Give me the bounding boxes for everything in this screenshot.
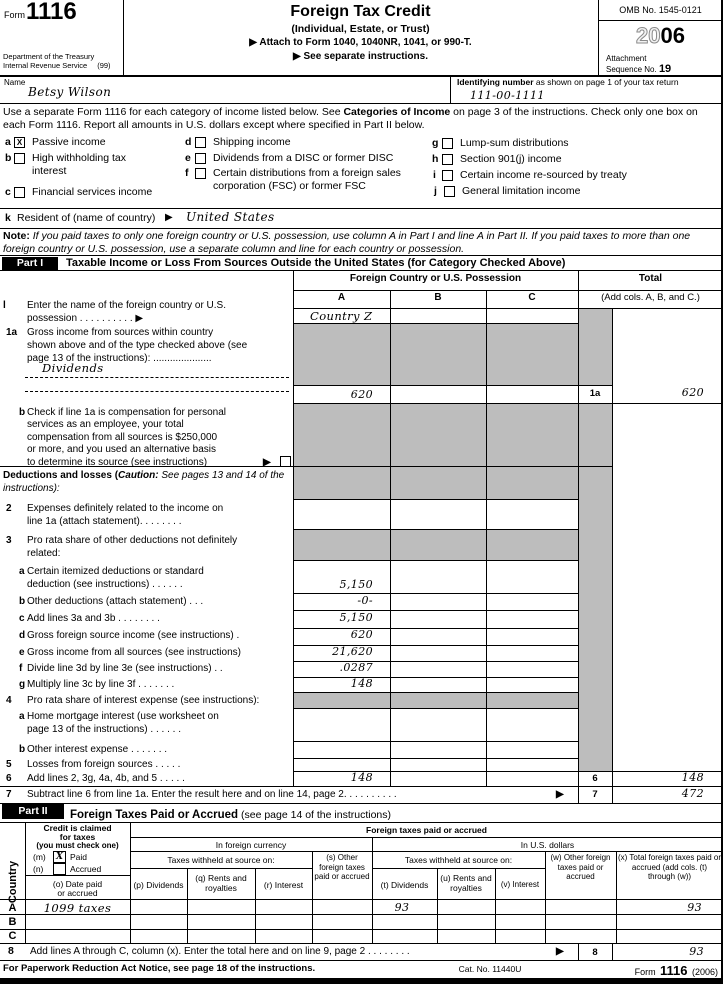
in-foreign-currency-header: In foreign currency bbox=[215, 840, 287, 850]
rule bbox=[293, 560, 578, 561]
line-3c-number: c bbox=[19, 613, 25, 624]
line-b-text-3: compensation from all sources is $250,000 bbox=[27, 432, 218, 443]
checkbox-high-withholding[interactable] bbox=[14, 153, 25, 164]
row-a-total-field[interactable]: 93 bbox=[687, 901, 702, 914]
line-4-text: Pro rata share of interest expense (see instructions): bbox=[27, 695, 260, 706]
rule bbox=[598, 20, 723, 21]
rule bbox=[0, 960, 723, 961]
col-s-header: (s) Other foreign taxes paid or accrued bbox=[314, 853, 370, 881]
line-4b-number: b bbox=[19, 744, 26, 755]
credit-claimed-line-2: for taxes bbox=[59, 832, 96, 842]
line-4a-text-1: Home mortgage interest (use worksheet on bbox=[27, 711, 219, 722]
intro-post: on page 3 of the instructions. Check only one box on each Form 1116. Report all amounts in U.S. dollars except where specified in Part II below. bbox=[3, 106, 698, 131]
dept-code: (99) bbox=[97, 61, 111, 70]
line-8-arrow-icon: ▶ bbox=[556, 946, 564, 957]
line-3d-number: d bbox=[19, 630, 26, 641]
paperwork-notice: For Paperwork Reduction Act Notice, see page 18 of the instructions. bbox=[3, 963, 316, 974]
col-x-header: (x) Total foreign taxes paid or accrued (add cols. (t) through (w)) bbox=[618, 853, 722, 881]
field-1a-total[interactable]: 620 bbox=[681, 386, 704, 399]
line-1a-text-3: page 13 of the instructions): ..................... bbox=[27, 353, 212, 364]
country-a-field[interactable]: Country Z bbox=[310, 309, 373, 323]
category-label-high-withholding: High withholding tax interest bbox=[32, 152, 126, 177]
field-1a-col-a[interactable]: 620 bbox=[350, 388, 373, 401]
line-3e-number: e bbox=[19, 647, 25, 658]
omb-number: OMB No. 1545-0121 bbox=[619, 5, 702, 15]
paid-option-text: Paid bbox=[70, 852, 88, 862]
checkbox-line-b[interactable] bbox=[280, 456, 291, 467]
category-label-fsc-distributions: Certain distributions from a foreign sales corporation (FSC) or former FSC bbox=[213, 167, 401, 192]
col-v-header: (v) Interest bbox=[500, 880, 540, 889]
line-1a-text-2: shown above and of the type checked above (see bbox=[27, 340, 248, 351]
line-4-number: 4 bbox=[6, 695, 12, 706]
rule bbox=[25, 875, 130, 876]
footer-form-number: 1116 bbox=[660, 963, 688, 978]
line-7-box-label: 7 bbox=[592, 789, 598, 800]
rule bbox=[293, 529, 578, 530]
category-letter-d: d bbox=[185, 136, 192, 148]
category-letter-a: a bbox=[5, 136, 11, 148]
name-field[interactable]: Betsy Wilson bbox=[28, 85, 112, 99]
line-8-box-label: 8 bbox=[592, 947, 598, 958]
shaded-cell bbox=[578, 308, 612, 385]
line-l-text-1: Enter the name of the foreign country or U.S. bbox=[27, 300, 226, 311]
field-3a-col-a[interactable]: 5,150 bbox=[339, 578, 373, 591]
note-label: Note: bbox=[3, 230, 30, 242]
checkbox-financial-services[interactable] bbox=[14, 187, 25, 198]
rule bbox=[187, 868, 188, 943]
deductions-label-italic: See pages 13 and 14 of the instructions): bbox=[3, 470, 285, 494]
attachment-label: Attachment bbox=[606, 54, 647, 63]
line-l-number: l bbox=[3, 300, 6, 311]
footer-form-year: (2006) bbox=[691, 967, 718, 977]
category-label-resourced-treaty: Certain income re-sourced by treaty bbox=[460, 169, 627, 181]
col-w-header: (w) Other foreign taxes paid or accrued bbox=[550, 853, 611, 881]
checkbox-paid[interactable]: X bbox=[53, 851, 66, 863]
sequence-number: 19 bbox=[658, 63, 672, 75]
field-3e-col-a[interactable]: 21,620 bbox=[332, 645, 373, 658]
line-3b-text: Other deductions (attach statement) . . . bbox=[27, 596, 204, 607]
deductions-label-caution: Caution: bbox=[118, 470, 159, 481]
footer-form-id bbox=[590, 962, 718, 980]
line-8-number: 8 bbox=[8, 945, 14, 957]
in-us-dollars-header: In U.S. dollars bbox=[520, 840, 575, 850]
line-7-text: Subtract line 6 from line 1a. Enter the result here and on line 14, page 2. . . . . . . . . . bbox=[27, 789, 397, 800]
line-4a-text-2: page 13 of the instructions) . . . . . . bbox=[27, 724, 181, 735]
line-l-text-2: possession . . . . . . . . . . ▶ bbox=[27, 313, 144, 324]
line-1a-number: 1a bbox=[6, 327, 18, 338]
category-letter-h: h bbox=[432, 153, 439, 165]
rule bbox=[612, 308, 613, 803]
line-k-country-field[interactable]: United States bbox=[186, 210, 275, 224]
part2-tab: Part II bbox=[2, 804, 64, 819]
rule bbox=[293, 692, 578, 693]
part1-total-header: Total bbox=[638, 273, 663, 284]
category-letter-b: b bbox=[5, 152, 12, 164]
field-6-total[interactable]: 148 bbox=[681, 771, 704, 784]
field-6-col-a[interactable]: 148 bbox=[350, 771, 373, 784]
rule bbox=[0, 943, 723, 944]
line-7-arrow-icon: ▶ bbox=[556, 789, 564, 800]
line-3g-number: g bbox=[19, 679, 26, 690]
line-3-number: 3 bbox=[6, 535, 12, 546]
line-3e-text: Gross income from all sources (see instructions) bbox=[27, 647, 241, 658]
rule bbox=[0, 103, 723, 104]
line-4b-text: Other interest expense . . . . . . . bbox=[27, 744, 168, 755]
checkbox-accrued[interactable] bbox=[53, 863, 66, 875]
row-a-date-field[interactable]: 1099 taxes bbox=[43, 901, 112, 915]
category-label-section-901j: Section 901(j) income bbox=[460, 153, 562, 165]
accrued-option-label: (n) bbox=[33, 864, 44, 874]
date-paid-header-line-2: or accrued bbox=[57, 888, 98, 898]
withheld-foreign-header: Taxes withheld at source on: bbox=[167, 855, 275, 865]
rule bbox=[437, 868, 438, 943]
line-3c-text: Add lines 3a and 3b . . . . . . . . bbox=[27, 613, 160, 624]
category-letter-f: f bbox=[185, 167, 189, 179]
row-a-us-dividends-field[interactable]: 93 bbox=[394, 901, 410, 914]
field-3b-col-a[interactable]: -0- bbox=[357, 594, 373, 607]
line-1a-income-type-entry[interactable]: Dividends bbox=[42, 361, 104, 375]
line-3f-number: f bbox=[19, 663, 23, 674]
line-b-arrow-icon: ▶ bbox=[263, 457, 271, 468]
date-paid-header-line-1: (o) Date paid bbox=[52, 879, 103, 889]
rule bbox=[130, 851, 723, 852]
line-6-text: Add lines 2, 3g, 4a, 4b, and 5 . . . . . bbox=[27, 773, 185, 784]
tax-year bbox=[598, 23, 723, 49]
attach-instruction: ▶ Attach to Form 1040, 1040NR, 1041, or 990-T. bbox=[249, 37, 472, 48]
name-label: Name bbox=[4, 78, 26, 87]
rule bbox=[0, 899, 723, 900]
line-3-text-1: Pro rata share of other deductions not definitely bbox=[27, 535, 238, 546]
rule bbox=[0, 803, 723, 804]
checkbox-section-901j[interactable] bbox=[442, 154, 453, 165]
rule bbox=[0, 228, 723, 229]
intro-pre: Use a separate Form 1116 for each category of income listed below. See bbox=[3, 106, 344, 118]
category-letter-c: c bbox=[5, 186, 11, 198]
credit-claimed-line-3: (you must check one) bbox=[36, 841, 119, 850]
line-3-text-2: related: bbox=[27, 548, 61, 559]
dept-line-2-text: Internal Revenue Service bbox=[3, 61, 88, 70]
checkbox-shipping-income[interactable] bbox=[195, 137, 206, 148]
line-b-number: b bbox=[19, 407, 26, 418]
line-2-number: 2 bbox=[6, 503, 12, 514]
line-5-number: 5 bbox=[6, 759, 12, 770]
field-3g-col-a[interactable]: 148 bbox=[350, 677, 373, 690]
identifying-number-label-rest: as shown on page 1 of your tax return bbox=[533, 77, 679, 87]
rule bbox=[578, 270, 579, 803]
foreign-taxes-group-header: Foreign taxes paid or accrued bbox=[366, 825, 487, 835]
rule bbox=[390, 290, 391, 786]
shaded-cell bbox=[293, 323, 578, 385]
rule bbox=[130, 868, 312, 869]
field-3c-col-a[interactable]: 5,150 bbox=[339, 611, 373, 624]
col-r-header: (r) Interest bbox=[263, 880, 304, 890]
deductions-label-bold: Deductions and losses ( bbox=[3, 470, 119, 481]
line-b-text-5: to determine its source (see instructions) bbox=[27, 457, 208, 468]
accrued-option-text: Accrued bbox=[70, 864, 102, 874]
line-4a-number: a bbox=[19, 711, 25, 722]
col-t-header: (t) Dividends bbox=[380, 880, 429, 890]
shaded-cell bbox=[293, 692, 578, 708]
part1-country-group-header: Foreign Country or U.S. Possession bbox=[349, 273, 522, 284]
rule bbox=[372, 837, 373, 943]
line-k-label: Resident of (name of country) bbox=[17, 212, 156, 224]
rule bbox=[293, 758, 578, 759]
form-title: Foreign Tax Credit bbox=[290, 3, 431, 20]
field-3f-col-a[interactable]: .0287 bbox=[339, 661, 373, 674]
intro-paragraph bbox=[3, 106, 719, 131]
rule bbox=[293, 499, 578, 500]
rule bbox=[0, 255, 723, 256]
category-label-disc-dividends: Dividends from a DISC or former DISC bbox=[213, 152, 394, 164]
line-b-text-4: or more, and you used an alternative basis bbox=[27, 444, 216, 455]
checkbox-lump-sum[interactable] bbox=[442, 138, 453, 149]
line-k-letter: k bbox=[5, 212, 11, 224]
line-k-arrow-icon: ▶ bbox=[165, 212, 173, 223]
part2-heading-rest: (see page 14 of the instructions) bbox=[238, 809, 391, 821]
deductions-label bbox=[3, 469, 291, 495]
dept-line-2 bbox=[3, 61, 111, 70]
line-3f-text: Divide line 3d by line 3e (see instructions) . . bbox=[27, 663, 223, 674]
tax-year-outline: 20 bbox=[636, 23, 661, 48]
line-2-text-1: Expenses definitely related to the income on bbox=[27, 503, 224, 514]
form-word: Form bbox=[4, 10, 25, 20]
tax-year-solid: 06 bbox=[660, 23, 685, 48]
rule bbox=[0, 929, 723, 930]
line-7-number: 7 bbox=[6, 789, 12, 800]
rule bbox=[372, 868, 545, 869]
category-label-passive-income: Passive income bbox=[32, 136, 106, 148]
catalog-number: Cat. No. 11440U bbox=[458, 964, 522, 974]
shaded-cell bbox=[578, 403, 612, 771]
line-3d-text: Gross foreign source income (see instructions) . bbox=[27, 630, 240, 641]
form-number: 1116 bbox=[26, 0, 77, 25]
line-2-text-2: line 1a (attach statement). . . . . . . . bbox=[27, 516, 182, 527]
col-u-header: (u) Rents and royalties bbox=[440, 873, 492, 893]
sequence-label bbox=[606, 63, 671, 75]
paid-option-label: (m) bbox=[33, 852, 46, 862]
field-8-total[interactable]: 93 bbox=[689, 945, 704, 958]
see-instructions: ▶ See separate instructions. bbox=[293, 51, 428, 62]
part2-heading-bold: Foreign Taxes Paid or Accrued bbox=[70, 809, 239, 821]
line-3a-text-1: Certain itemized deductions or standard bbox=[27, 566, 204, 577]
part1-heading: Taxable Income or Loss From Sources Outside the United States (for Category Checked Above) bbox=[66, 257, 566, 269]
part2-heading bbox=[70, 805, 391, 823]
category-label-general-limitation: General limitation income bbox=[462, 185, 581, 197]
row-c-label: C bbox=[8, 930, 17, 942]
checkbox-resourced-treaty[interactable] bbox=[442, 170, 453, 181]
field-3d-col-a[interactable]: 620 bbox=[350, 628, 373, 641]
line-5-text: Losses from foreign sources . . . . . bbox=[27, 759, 181, 770]
row-b-label: B bbox=[8, 916, 17, 928]
identifying-number-label bbox=[457, 77, 679, 87]
rule bbox=[293, 403, 723, 404]
checkbox-general-limitation[interactable] bbox=[444, 186, 455, 197]
category-label-financial-services: Financial services income bbox=[32, 186, 153, 198]
category-letter-i: i bbox=[433, 169, 436, 181]
note-paragraph bbox=[3, 230, 720, 255]
rule bbox=[293, 741, 578, 742]
category-label-lump-sum: Lump-sum distributions bbox=[460, 137, 569, 149]
line-b-text-1: Check if line 1a is compensation for personal bbox=[27, 407, 226, 418]
line-3g-text: Multiply line 3c by line 3f . . . . . . . bbox=[27, 679, 175, 690]
rule bbox=[486, 290, 487, 786]
identifying-number-field[interactable]: 111-00-1111 bbox=[470, 89, 545, 102]
credit-claimed-line-1: Credit is claimed bbox=[43, 823, 112, 833]
withheld-us-header: Taxes withheld at source on: bbox=[404, 855, 513, 865]
dotted-rule bbox=[25, 377, 289, 378]
part1-col-c-header: C bbox=[528, 292, 536, 303]
dotted-rule bbox=[25, 391, 289, 392]
line-8-text: Add lines A through C, column (x). Enter the total here and on line 9, page 2 . . . . . . . . bbox=[30, 946, 410, 957]
category-letter-g: g bbox=[432, 137, 439, 149]
shaded-cell bbox=[293, 529, 578, 560]
rule bbox=[293, 708, 578, 709]
rule bbox=[450, 75, 451, 103]
shaded-cell bbox=[293, 403, 578, 499]
line-6-number: 6 bbox=[6, 773, 12, 784]
country-column-label: Country bbox=[7, 860, 19, 904]
line-b-text-2: services as an employee, your total bbox=[27, 419, 184, 430]
line-6-box-label: 6 bbox=[592, 773, 598, 784]
row-a-label: A bbox=[8, 902, 17, 914]
part1-col-a-header: A bbox=[337, 292, 346, 303]
field-7-total[interactable]: 472 bbox=[681, 787, 704, 800]
part1-total-subheader: (Add cols. A, B, and C.) bbox=[601, 292, 700, 303]
category-label-shipping-income: Shipping income bbox=[213, 136, 291, 148]
form-subtitle: (Individual, Estate, or Trust) bbox=[291, 23, 430, 35]
note-text: If you paid taxes to only one foreign country or U.S. possession, use column A in Part I and line A in Part II. If you paid taxes to more than one foreign country or U.S. possession, use a separate column and line for each country or possession. bbox=[3, 230, 691, 255]
dept-line-1: Department of the Treasury bbox=[3, 52, 95, 61]
part1-tab: Part I bbox=[2, 257, 58, 270]
rule bbox=[0, 208, 723, 209]
rule bbox=[293, 385, 612, 386]
category-letter-j: j bbox=[434, 185, 437, 197]
checkbox-fsc-distributions[interactable] bbox=[195, 168, 206, 179]
col-q-header: (q) Rents and royalties bbox=[195, 873, 247, 893]
line-1a-box-label: 1a bbox=[589, 388, 601, 399]
checkbox-disc-dividends[interactable] bbox=[195, 153, 206, 164]
sequence-text: Sequence No. bbox=[606, 65, 657, 74]
intro-bold: Categories of Income bbox=[343, 106, 451, 118]
line-1a-text-1: Gross income from sources within country bbox=[27, 327, 214, 338]
line-3a-text-2: deduction (see instructions) . . . . . . bbox=[27, 579, 183, 590]
rule bbox=[130, 837, 723, 838]
part1-col-b-header: B bbox=[434, 292, 442, 303]
line-3b-number: b bbox=[19, 596, 26, 607]
category-letter-e: e bbox=[185, 152, 191, 164]
identifying-number-label-bold: Identifying number bbox=[457, 77, 534, 87]
checkbox-passive-income[interactable]: X bbox=[14, 137, 25, 148]
col-p-header: (p) Dividends bbox=[133, 880, 184, 890]
footer-form-word: Form bbox=[634, 967, 656, 977]
rule bbox=[293, 290, 723, 291]
rule bbox=[0, 270, 723, 271]
rule bbox=[293, 323, 578, 324]
line-3a-number: a bbox=[19, 566, 25, 577]
